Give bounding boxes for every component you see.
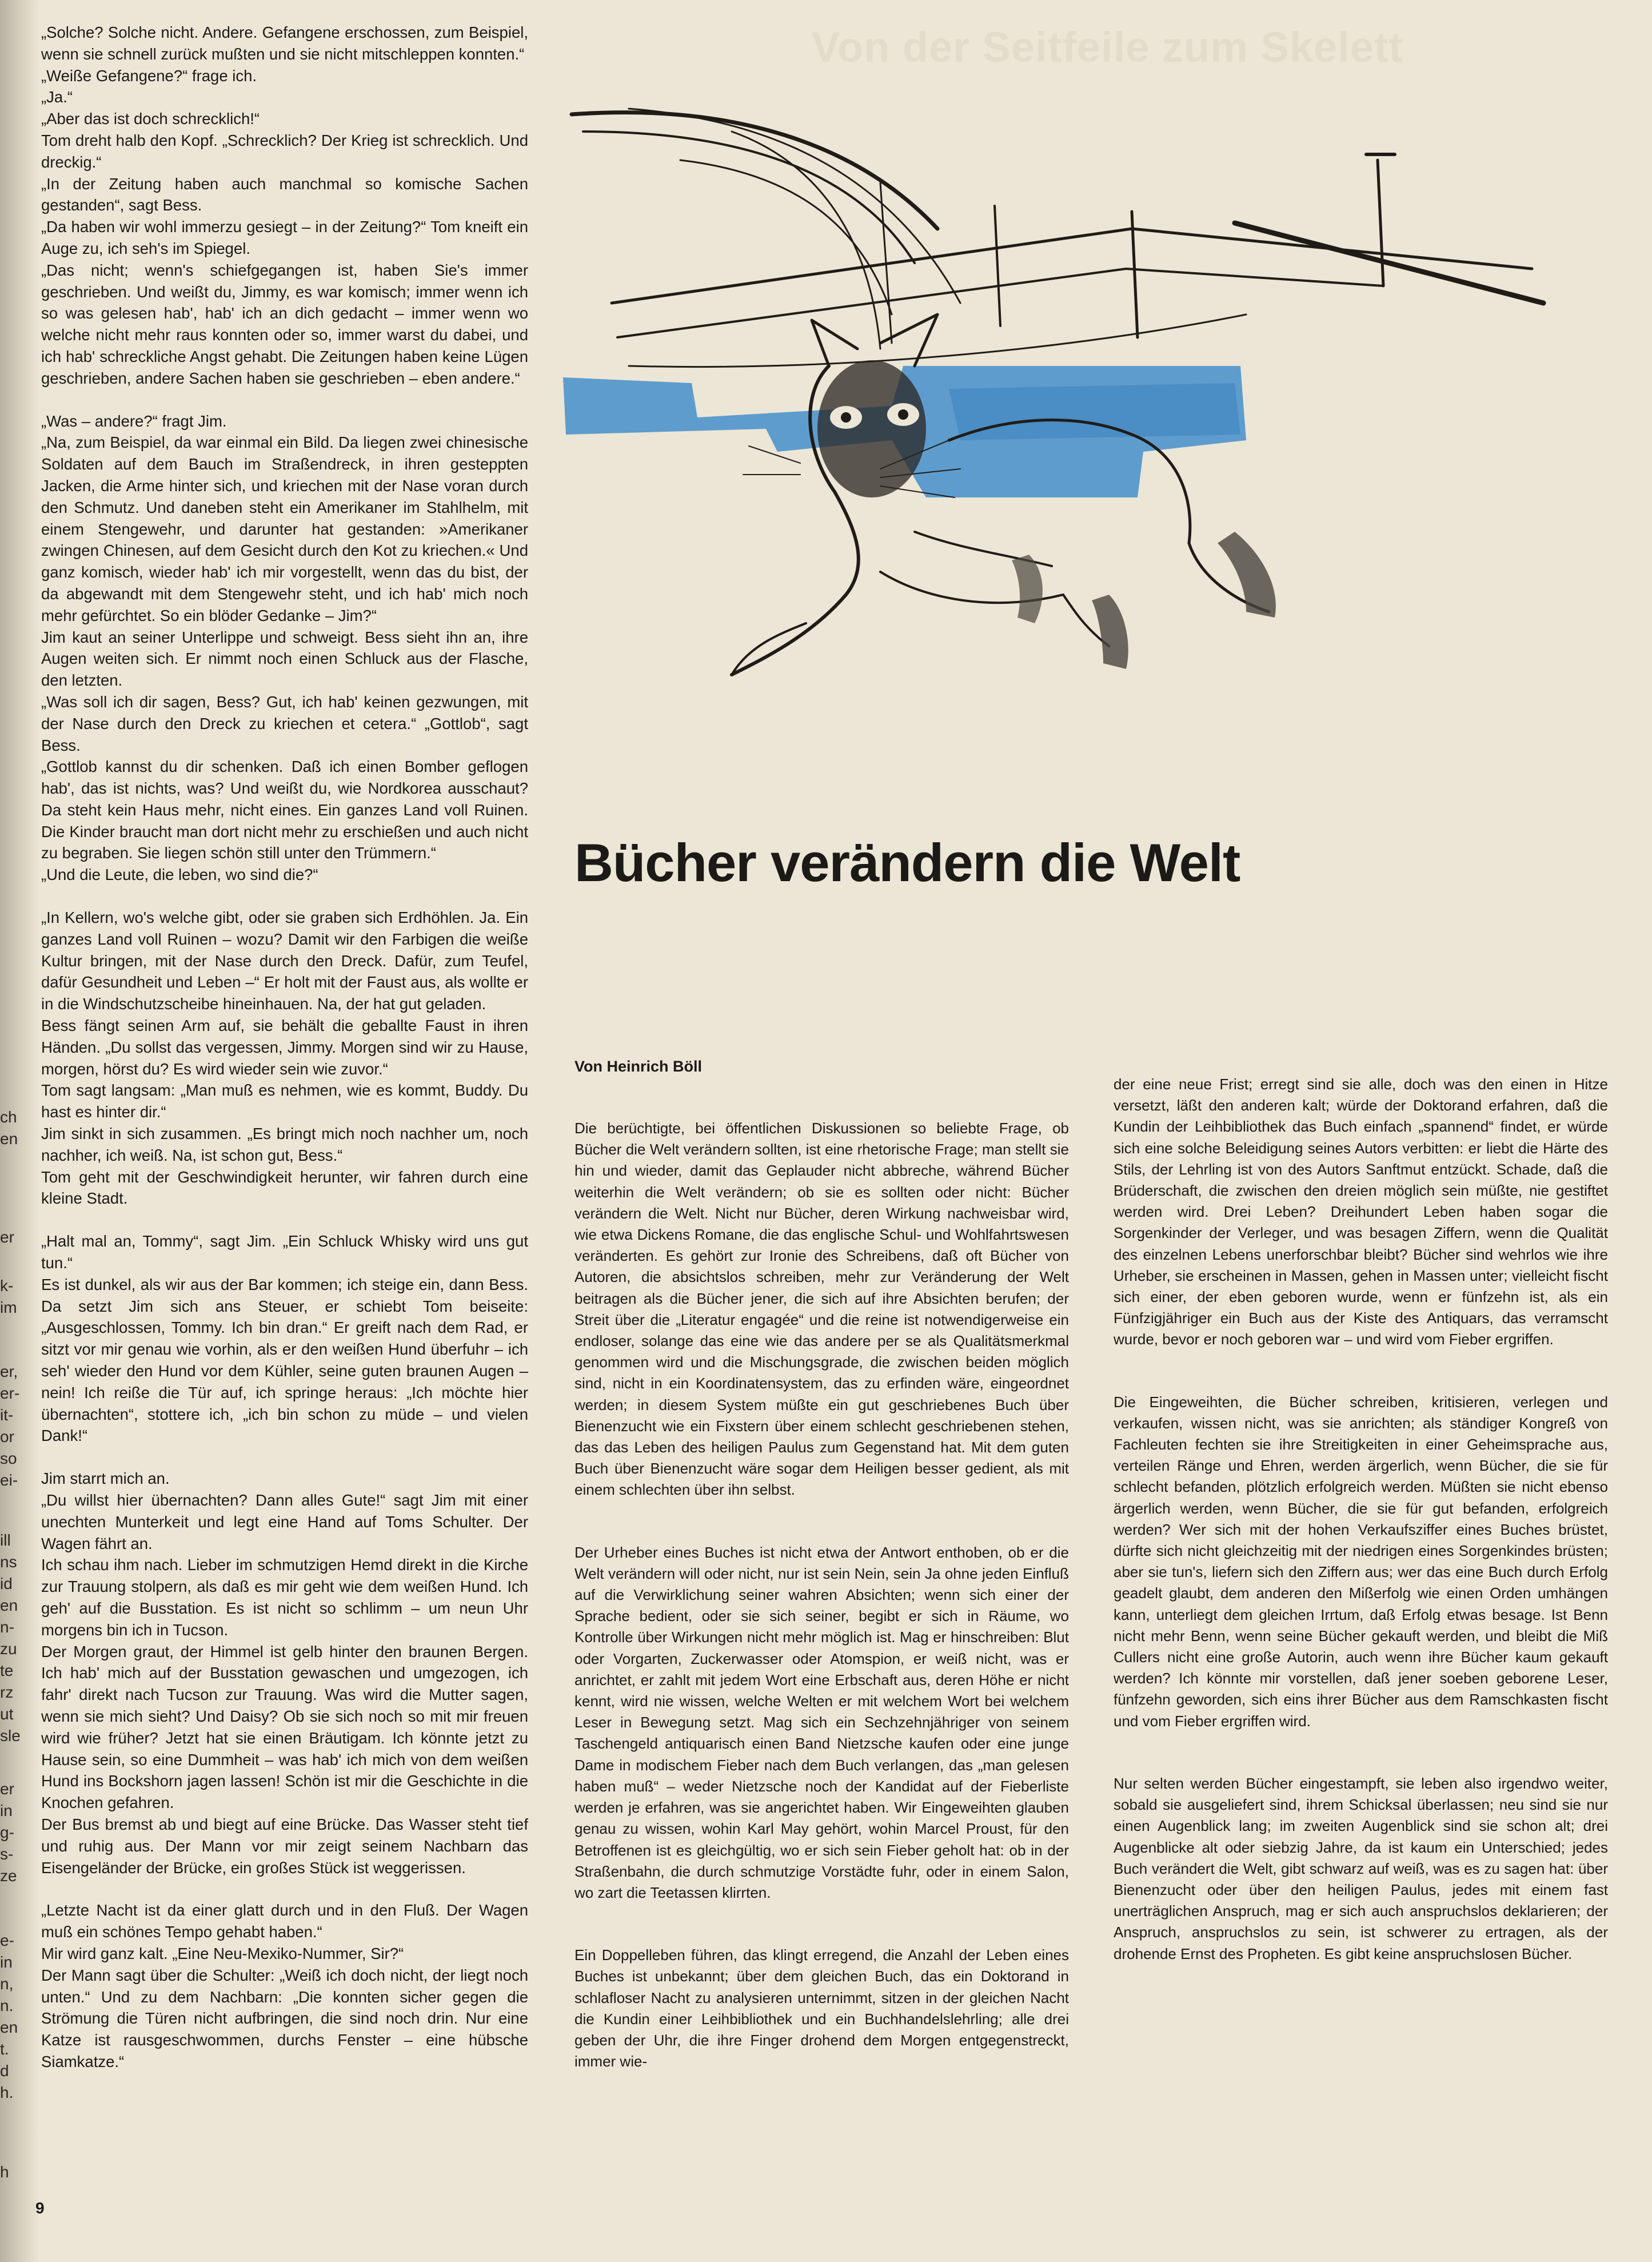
stray-fragment: ill ns id en n- zu te rz ut sle	[0, 1531, 21, 1745]
page-number: 9	[35, 2199, 45, 2217]
paragraph-gap	[41, 886, 528, 907]
stray-fragment: er in g- s- ze	[0, 1780, 17, 1885]
story-paragraph: „In Kellern, wo's welche gibt, oder sie graben sich Erdhöhlen. Ja. Ein ganzes Land voll Ruinen – wozu? Damit wir den Farbigen die weiße Kultur bringen, mit der Nase durch den Dreck. Dafür, zum Teufel, dafür Gesundheit und Leben –“ Er holt mit der Faust aus, als wollte er in die Windschutzscheibe hineinhauen. Na, der hat gut geladen.	[41, 909, 528, 1013]
story-paragraph: „Was – andere?“ fragt Jim.	[41, 412, 227, 430]
stray-fragment: k- im	[0, 1277, 17, 1316]
story-paragraph: Jim kaut an seiner Unterlippe und schweigt. Bess sieht ihn an, ihre Augen weiten sich. Er nimmt noch einen Schluck aus der Flasche, den letzten.	[41, 628, 528, 690]
story-paragraph: Der Morgen graut, der Himmel ist gelb hinter den braunen Bergen. Ich hab' mich auf der Busstation gewaschen und umgezogen, ich fahr' direkt nach Tucson zur Trauung. Was wird die Mutter sagen, wenn sie mich sieht? Und Daisy? Ob sie sich noch so mit mir freuen wird wie früher? Jetzt hat sie einen Bräutigam. Ich könnte jetzt zu Hause sein, so eine Dummheit – was hab' ich mich von dem weißen Hund ins Bockshorn jagen lassen! Schön ist mir die Geschichte in die Knochen gefahren.	[41, 1642, 528, 1812]
story-paragraph: Der Bus bremst ab und biegt auf eine Brücke. Das Wasser steht tief und ruhig aus. Der Mann vor mir zeigt seinem Nachbarn das Eisengeländer der Brücke, ein großes Stück ist weggerissen.	[41, 1815, 528, 1877]
story-paragraph: „Aber das ist doch schrecklich!“	[41, 110, 260, 128]
stray-fragment: er, er- it- or so ei-	[0, 1363, 20, 1489]
story-paragraph: Mir wird ganz kalt. „Eine Neu-Mexiko-Nummer, Sir?“	[41, 1944, 404, 1962]
article-byline: Von Heinrich Böll	[574, 1058, 703, 1075]
show-through-title: Von der Seitfeile zum Skelett	[812, 23, 1404, 71]
story-paragraph: Tom dreht halb den Kopf. „Schrecklich? Der Krieg ist schrecklich. Und dreckig.“	[41, 131, 528, 171]
paragraph-gap	[41, 389, 528, 411]
paragraph-gap	[41, 1209, 528, 1230]
article-headline: Bücher verändern die Welt	[574, 833, 1240, 893]
story-paragraph: „Ja.“	[41, 88, 73, 106]
article-column-2	[1114, 1074, 1608, 2006]
story-paragraph: „Du willst hier übernachten? Dann alles Gute!“ sagt Jim mit einer unechten Munterkeit und legt eine Hand auf Toms Schulter. Der Wagen fährt an.	[41, 1491, 528, 1552]
stray-fragment: h	[0, 2163, 9, 2181]
cat-and-fence-drawing-icon	[560, 97, 1606, 738]
article-paragraph: Die berüchtigte, bei öffentlichen Diskussionen so beliebte Frage, ob Bücher die Welt verändern sollten, ist eine rhetorische Frage; man stellt sie hin und wieder, damit das Geplauder nicht abbreche, während Bücher weiterhin die Welt verändern; ob sie es sollten oder nicht: Bücher verändern die Welt. Nicht nur Bücher, deren Wirkung nachweisbar wird, wie etwa Dickens Romane, die das englische Schul- und Wohlfahrtswesen veränderten. Es gehört zur Ironie des Schreibens, daß oft Bücher von Autoren, die absichtslos schreiben, mehr zur Veränderung der Welt beitragen als die Bücher jener, die sich auf ihre Absichten berufen; der Streit über die „Literatur engagée“ und die reine ist notwendigerweise ein endloser, solange das eine wie das andere per se als Qualitätsmerkmal genommen wird und die Mischungsgrade, die zwischen beiden möglich sind, nicht in ein Koordinatensystem, das zu erfinden wäre, eingeordnet werden; in diesem System müßte ein gut geschriebenes Buch über Bienenzucht wie ein Fixstern über einem schlecht geschriebenen stehen, das das Leben des heiligen Paulus zum Gegenstand hat. Mit dem guten Buch über Bienenzucht wäre sogar dem Heiligen besser gedient, als mit einem schlechten über ihn selbst.	[574, 1120, 1069, 1499]
article-paragraph: Der Urheber eines Buches ist nicht etwa der Antwort enthoben, ob er die Welt verändern will oder nicht, nur ist sein Nein, sein Ja ohne jeden Einfluß auf die Verwirklichung seiner wahren Absichten; wenn sich einer der Sprache bedient, oder sie sich seiner, begibt er sich in Räume, wo Kontrolle über Wirkungen nicht mehr möglich ist. Mag er hinschreiben: Blut oder Vorgarten, Zuckerwasser oder Atomspion, er weiß nicht, was er anrichtet, er zahlt mit jedem Wort eine Erbschaft aus, deren Höhe er nicht kennt, wird nie wissen, welche Welten er mit welchem Wort bei welchem Leser in Bewegung setzt. Mag sich ein Sechzehnjähriger von seinem Taschengeld antiquarisch einen Band Nietzsche kaufen oder eine junge Dame in modischem Fieber nach dem Buch verlangen, das „man gelesen haben muß“ – weder Nietzsche noch der Kandidat auf der Fieberliste werden je erfahren, was sie angerichtet haben. Wir Eingeweihten glauben genau zu wissen, wohin Karl May gehört, wohin Marcel Proust, für den Betroffenen ist es gleichgültig, wo er sich sein Fieber geholt hat: ob in der Straßenbahn, die durch schmutzige Vorstädte fuhr, oder in einem Salon, wo zart die Teetassen klirrten.	[574, 1543, 1069, 1901]
article-column-1	[574, 1118, 1069, 2113]
story-paragraph: „Da haben wir wohl immerzu gesiegt – in der Zeitung?“ Tom kneift ein Auge zu, ich seh's im Spiegel.	[41, 218, 528, 257]
story-paragraph: „Solche? Solche nicht. Andere. Gefangene erschossen, zum Beispiel, wenn sie schnell zurück mußten und sie nicht mitschleppen konnten.“	[41, 23, 528, 63]
story-paragraph: Bess fängt seinen Arm auf, sie behält die geballte Faust in ihren Händen. „Du sollst das vergessen, Jimmy. Morgen sind wir zu Hause, morgen, hörst du? Es wird wieder sein wie zuvor.“	[41, 1017, 528, 1078]
story-paragraph: „Letzte Nacht ist da einer glatt durch und in den Fluß. Der Wagen muß ein schönes Tempo gehabt haben.“	[41, 1901, 528, 1941]
stray-fragment: er	[0, 1228, 14, 1246]
story-paragraph: Ich schau ihm nach. Lieber im schmutzigen Hemd direkt in die Kirche zur Trauung stolpern, als daß es mir geht wie dem weißen Hund. Ich geh' auf die Busstation. Es ist nicht so schlimm – um neun Uhr morgens bin ich in Tucson.	[41, 1556, 528, 1639]
story-paragraph: „Halt mal an, Tommy“, sagt Jim. „Ein Schluck Whisky wird uns gut tun.“	[41, 1232, 528, 1272]
story-column	[41, 22, 528, 2073]
story-paragraph: Jim sinkt in sich zusammen. „Es bringt mich noch nachher um, noch nachher, ich weiß. Na, ist schon gut, Bess.“	[41, 1125, 528, 1164]
story-paragraph: Es ist dunkel, als wir aus der Bar kommen; ich steige ein, dann Bess. Da setzt Jim sich ans Steuer, er schiebt Tom beiseite: „Ausgeschlossen, Tommy. Ich bin dran.“ Er greift nach dem Rad, er sitzt vor mir genau wie vorhin, als er den weißen Hund überfuhr – ich seh' wieder den Hund vor dem Kühler, seine guten braunen Augen – nein! Ich reiße die Tür auf, ich springe heraus: „Ich möchte hier übernachten“, stottere ich, „ich bin schon zu müde – und vielen Dank!“	[41, 1275, 528, 1445]
story-paragraph: „Was soll ich dir sagen, Bess? Gut, ich hab' keinen gezwungen, mit der Nase durch den Dreck zu kriechen et cetera.“ „Gottlob“, sagt Bess.	[41, 692, 528, 754]
story-paragraph: „Weiße Gefangene?“ frage ich.	[41, 66, 257, 85]
article-paragraph: Nur selten werden Bücher eingestampft, sie leben also irgendwo weiter, sobald sie ausgeliefert sind, ihrem Schicksal überlassen; neu sind sie nur einen Augenblick lang; im zweiten Augenblick sind sie schon alt; drei Augenblicke alt oder siebzig Jahre, da ist kaum ein Unterschied; jedes Buch verändert die Welt, gibt schwarz auf weiß, was es zu sagen hat: über Bienenzucht oder über den heiligen Paulus, jedes mit einem fast unerträglichen Anspruch, mag er sich auch anspruchslos deklarieren; der Anspruch, anspruchslos zu sein, ist schwerer zu ertragen, als der drohende Ernst des Propheten. Es gibt keine anspruchslosen Bücher.	[1114, 1774, 1608, 1962]
article-paragraph: Die Eingeweihten, die Bücher schreiben, kritisieren, verlegen und verkaufen, wissen nicht, was sie anrichten; als ständiger Kongreß von Fachleuten fechten sie ihre Streitigkeiten in einer Geheimsprache aus, verteilen Ränge und Ehren, werden ärgerlich, wenn Bücher, die sie für schlecht befanden, plötzlich erfolgreich werden. Müßten sie nicht ebenso ärgerlich werden, wenn Bücher, die sie für gut befanden, erfolgreich werden? Wer sich mit der hohen Verkaufsziffer eines Buches brüstet, dürfte sich nicht gleichzeitig mit der niedrigen eines Sorgenkindes brüsten; aber sie tun's, liefern sich den Ziffern aus; wer das eine Buch durch Erfolg geadelt glaubt, dem anderen den Mißerfolg wie einen Orden umhängen kann, unterliegt dem gleichen Irrtum, daß Erfolg etwas besage. Ist Benn nicht mehr Benn, wenn seine Bücher gekauft werden, und bleibt die Miß Cullers nicht eine große Autorin, auch wenn ihre Bücher kaum gekauft werden? Ich könnte mir vorstellen, daß jener soeben geborene Leser, fünfzehn geworden, sich eins ihrer Bücher aus dem Ramschkasten fischt und vom Fieber ergriffen wird.	[1114, 1393, 1608, 1730]
story-paragraph: „Na, zum Beispiel, da war einmal ein Bild. Da liegen zwei chinesische Soldaten auf dem Bauch im Straßendreck, in ihren gesteppten Jacken, die Arme hinter sich, und kriechen mit der Nase voran durch den Schmutz. Und daneben steht ein Amerikaner im Stahlhelm, mit einem Stengewehr, und darunter hat gestanden: »Amerikaner zwingen Chinesen, auf dem Gesicht durch den Kot zu kriechen.« Und ganz komisch, wieder hab' ich mir vorgestellt, wenn das du bist, der da abgewandt mit dem Stengewehr steht, und ich hab' mich noch mehr gefürchtet. So ein blöder Gedanke – Jim?“	[41, 433, 528, 624]
paragraph-gap	[41, 1447, 528, 1468]
article-paragraph: Ein Doppelleben führen, das klingt erregend, die Anzahl der Leben eines Buches ist unbekannt; über dem gleichen Buch, das ein Doktorand in schlafloser Nacht zu analysieren unternimmt, sitzen in der gleichen Nacht die Kundin einer Leihbibliothek und ein Buchhandelslehrling; alle drei geben der Uhr, die ihre Finger drohend dem Morgen entgegenstreckt, immer wie-	[574, 1946, 1069, 2070]
story-paragraph: „In der Zeitung haben auch manchmal so komische Sachen gestanden“, sagt Bess.	[41, 174, 528, 214]
article-paragraph: der eine neue Frist; erregt sind sie alle, doch was den einen in Hitze versetzt, läßt den anderen kalt; würde der Doktorand erfahren, daß die Kundin der Leihbibliothek das Buch einfach „spannend“ findet, er würde sich eine solche Beleidigung seines Autors verbitten: er liebt die Härte des Stils, der Lehrling ist von des Autors Sanftmut entzückt. Schade, daß die Brüderschaft, die zwischen den dreien möglich sein müßte, nie gestiftet werden wird. Drei Leben? Dreihundert Leben haben sogar die Sorgenkinder der Verleger, und was besagen Ziffern, wenn die Qualität des einzelnen Lebens unerforschbar bleibt? Bücher sind wehrlos wie ihre Urheber, sie erscheinen in Massen, gehen in Massen unter; vielleicht fischt sich einer, der eben geboren wurde, wenn er fünfzehn ist, als ein Fünfzigjähriger ein Buch aus der Kiste des Antiquars, das verramscht wurde, bevor er noch geboren war – und wird vom Fieber ergriffen.	[1114, 1076, 1608, 1348]
story-paragraph: Tom geht mit der Geschwindigkeit herunter, wir fahren durch eine kleine Stadt.	[41, 1168, 528, 1208]
story-paragraph: Der Mann sagt über die Schulter: „Weiß ich doch nicht, der liegt noch unten.“ Und zu dem Nachbarn: „Die konnten sicher gegen die Strömung die Türen nicht aufbringen, die sind noch drin. Nur eine Katze ist rausgeschwommen, durchs Fenster – eine hübsche Siamkatze.“	[41, 1966, 528, 2070]
paragraph-gap	[41, 1878, 528, 1899]
story-paragraph: Jim starrt mich an.	[41, 1469, 170, 1488]
story-paragraph: Tom sagt langsam: „Man muß es nehmen, wie es kommt, Buddy. Du hast es hinter dir.“	[41, 1081, 528, 1121]
story-paragraph: „Und die Leute, die leben, wo sind die?“	[41, 866, 318, 884]
stray-fragment: e- in n, n. en t. d h.	[0, 1932, 18, 2101]
story-paragraph: „Gottlob kannst du dir schenken. Daß ich einen Bomber geflogen hab', das ist nichts, was? Und weißt du, wie Nordkorea ausschaut? Da steht kein Haus mehr, nicht eines. Ein ganzes Land voll Ruinen. Die Kinder braucht man dort nicht mehr zu erschießen und auch nicht zu begraben. Sie liegen schön still unter den Trümmern.“	[41, 758, 528, 862]
story-paragraph: „Das nicht; wenn's schiefgegangen ist, haben Sie's immer geschrieben. Und weißt du, Jimmy, es war komisch; immer wenn ich so was gelesen hab', hab' ich an dich gedacht – immer wenn wo welche nicht mehr raus konnten oder so, immer warst du dabei, und ich hab' schreckliche Angst gehabt. Die Zeitungen haben keine Lügen geschrieben, andere Sachen haben sie geschrieben – eben andere.“	[41, 261, 528, 387]
stray-fragment: ch en	[0, 1108, 18, 1148]
